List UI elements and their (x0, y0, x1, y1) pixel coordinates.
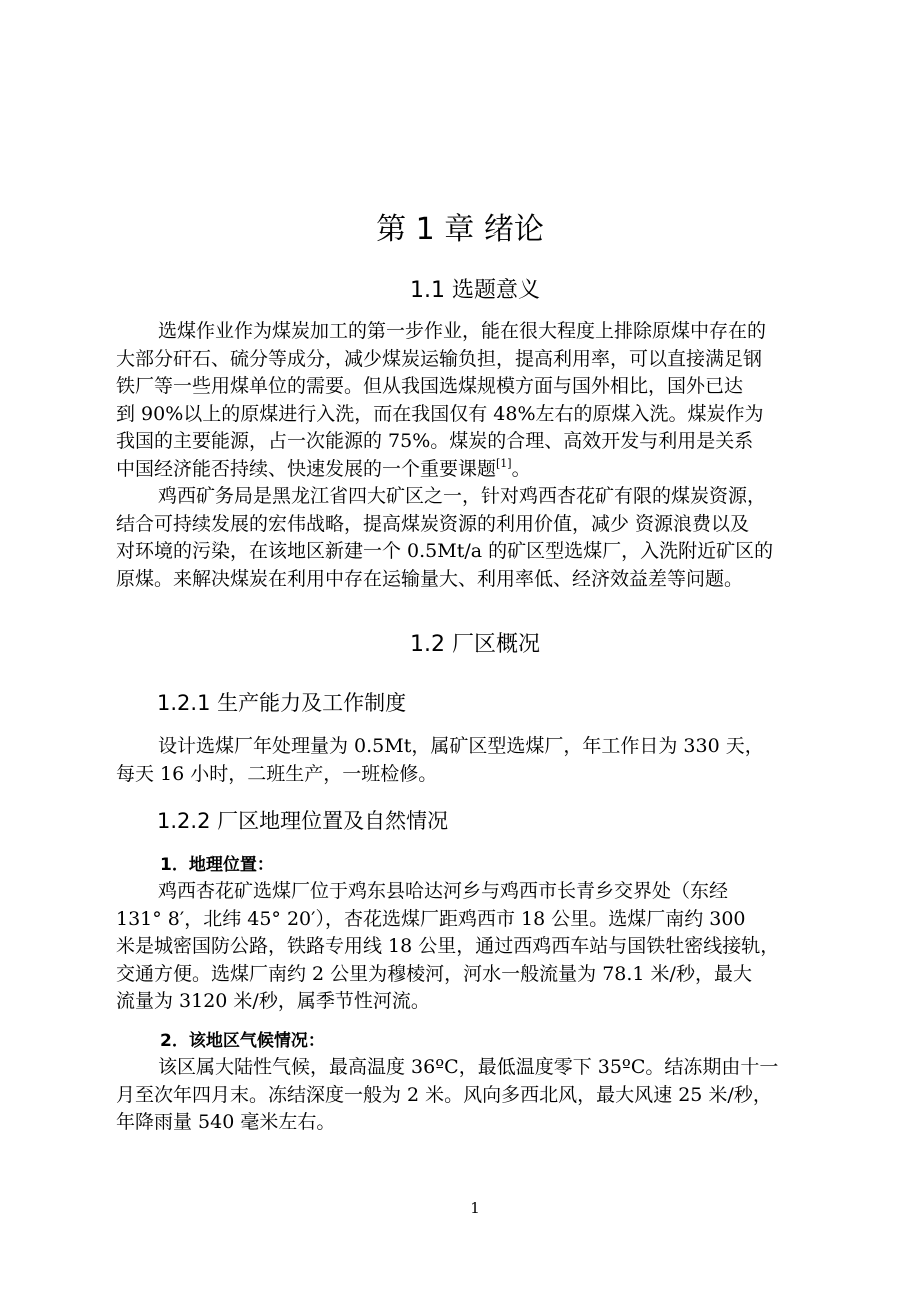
paragraph-line: 到 90%以上的原煤进行入洗，而在我国仅有 48%左右的原煤入洗。煤炭作为 (116, 402, 764, 425)
paragraph-line: 年降雨量 540 毫米左右。 (116, 1111, 336, 1133)
paragraph-line: 流量为 3120 米/秒，属季节性河流。 (116, 990, 430, 1012)
paragraph-line: 交通方便。选煤厂南约 2 公里为穆棱河，河水一般流量为 78.1 米/秒，最大 (116, 962, 752, 985)
paragraph-line-with-citation (116, 456, 840, 484)
paragraph-line: 对环境的污染，在该地区新建一个 0.5Mt/a 的矿区型选煤厂，入洗附近矿区的 (116, 540, 774, 562)
paragraph-line: 每天 16 小时，二班生产，一班检修。 (116, 762, 438, 785)
paragraph-line-text: 中国经济能否持续、快速发展的一个重要课题 (116, 457, 497, 480)
section-title-1-1: 1.1 选题意义 (410, 278, 540, 303)
page-number: 1 (470, 1199, 480, 1217)
paragraph-line: 大部分矸石、硫分等成分，减少煤炭运输负担，提高利用率，可以直接满足钢 (116, 347, 763, 370)
paragraph-line: 原煤。来解决煤炭在利用中存在运输量大、利用率低、经济效益差等问题。 (116, 567, 744, 590)
paragraph-line: 铁厂等一些用煤单位的需要。但从我国选煤规模方面与国外相比，国外已达 (116, 375, 744, 397)
paragraph-line: 选煤作业作为煤炭加工的第一步作业，能在很大程度上排除原煤中存在的 (158, 320, 767, 342)
paragraph-significance-1 (116, 318, 840, 593)
paragraph-line: 月至次年四月末。冻结深度一般为 2 米。风向多西北风，最大风速 25 米/秒， (116, 1083, 772, 1106)
citation-ref: [1] (496, 456, 512, 470)
paragraph-line: 米是城密国防公路，铁路专用线 18 公里，通过西鸡西车站与国铁牡密线接轨， (116, 935, 780, 957)
paragraph-line: 131° 8′，北纬 45° 20′），杏花选煤厂距鸡西市 18 公里。选煤厂南约 300 (116, 907, 746, 930)
item-title-location: 1．地理位置： (160, 855, 274, 875)
paragraph-capacity (116, 733, 840, 788)
paragraph-line: 我国的主要能源，占一次能源的 75%。煤炭的合理、高效开发与利用是关系 (116, 430, 754, 452)
paragraph-climate (116, 1054, 840, 1137)
item-title-climate: 2．该地区气候情况： (160, 1031, 325, 1051)
paragraph-line: 鸡西矿务局是黑龙江省四大矿区之一，针对鸡西杏花矿有限的煤炭资源， (158, 485, 767, 507)
paragraph-line: 设计选煤厂年处理量为 0.5Mt，属矿区型选煤厂，年工作日为 330 天， (158, 735, 764, 757)
chapter-title: 第 1 章 绪论 (376, 212, 544, 247)
subsection-title-1-2-1: 1.2.1 生产能力及工作制度 (157, 691, 407, 715)
sentence-end: 。 (511, 457, 531, 480)
section-title-1-2: 1.2 厂区概况 (410, 632, 540, 657)
subsection-title-1-2-2: 1.2.2 厂区地理位置及自然情况 (157, 809, 449, 833)
paragraph-location (116, 878, 840, 1016)
paragraph-line: 结合可持续发展的宏伟战略，提高煤炭资源的利用价值，减少 资源浪费以及 (116, 512, 750, 535)
paragraph-line: 鸡西杏花矿选煤厂位于鸡东县哈达河乡与鸡西市长青乡交界处（东经 (158, 880, 729, 902)
paragraph-line: 该区属大陆性气候，最高温度 36ºC，最低温度零下 35ºC。结冻期由十一 (158, 1056, 779, 1078)
